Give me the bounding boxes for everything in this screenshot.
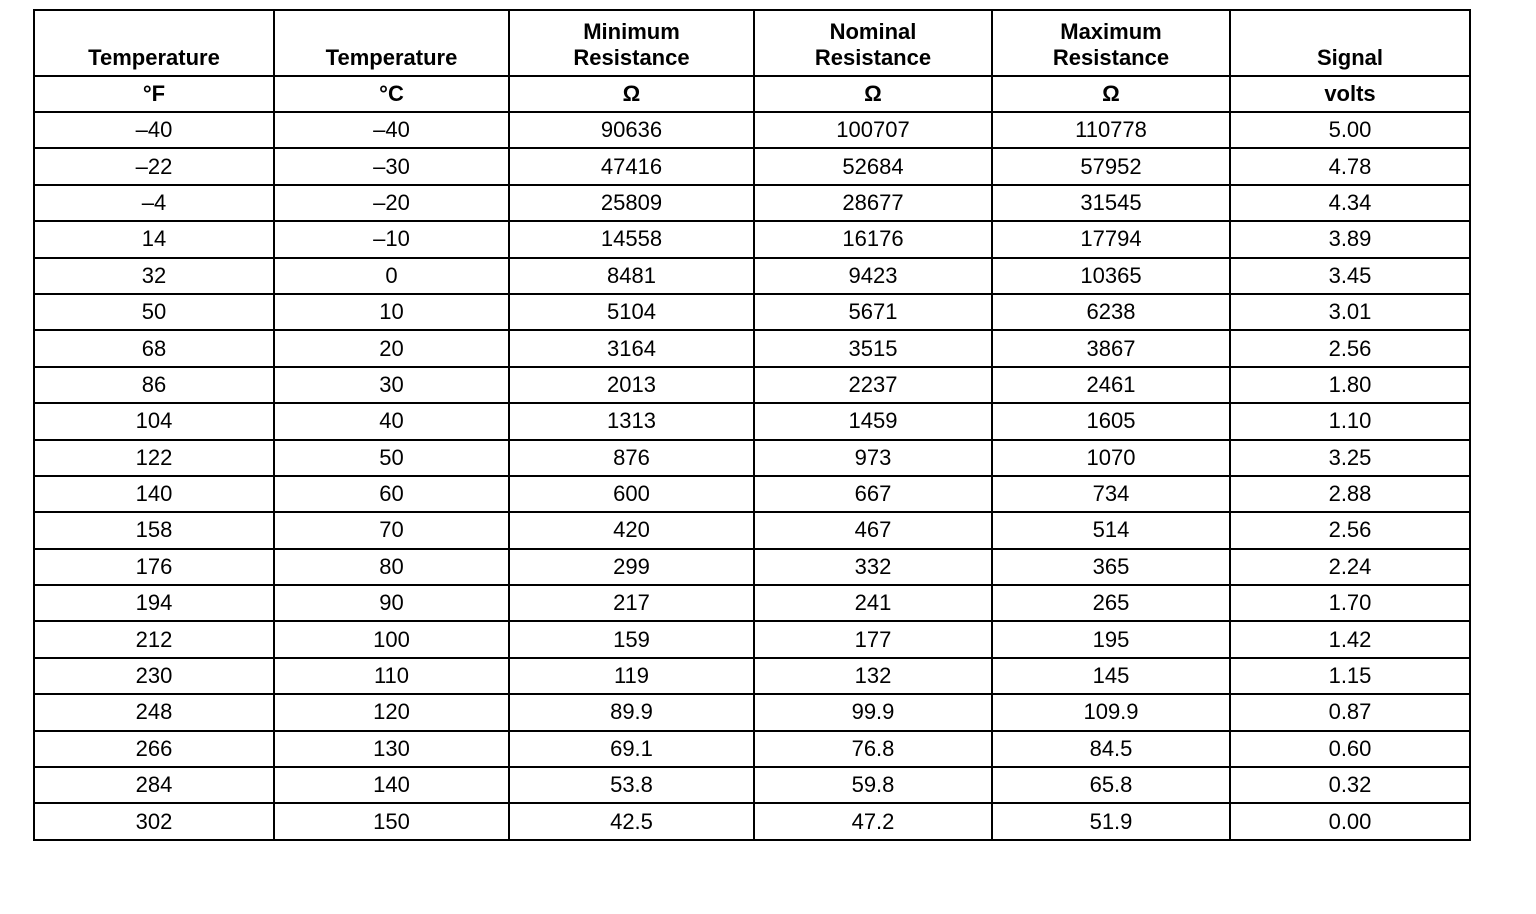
cell-temp-f: 176 [34, 549, 274, 585]
table-row [34, 585, 1470, 621]
cell-signal-volts: 2.24 [1230, 549, 1470, 585]
cell-signal-volts: 1.70 [1230, 585, 1470, 621]
cell-signal-volts: 3.89 [1230, 221, 1470, 257]
cell-signal-volts: 2.56 [1230, 512, 1470, 548]
cell-min-resistance: 8481 [509, 258, 754, 294]
cell-temp-f: 284 [34, 767, 274, 803]
cell-temp-c: 80 [274, 549, 509, 585]
cell-min-resistance: 90636 [509, 112, 754, 148]
cell-signal-volts: 0.60 [1230, 731, 1470, 767]
cell-signal-volts: 2.56 [1230, 330, 1470, 366]
table-row [34, 112, 1470, 148]
cell-signal-volts: 1.42 [1230, 621, 1470, 657]
unit-volts: volts [1230, 76, 1470, 112]
table-row [34, 294, 1470, 330]
header-temperature-f: Temperature [34, 10, 274, 76]
table-row [34, 476, 1470, 512]
cell-nominal-resistance: 332 [754, 549, 992, 585]
cell-max-resistance: 65.8 [992, 767, 1230, 803]
cell-min-resistance: 14558 [509, 221, 754, 257]
cell-nominal-resistance: 16176 [754, 221, 992, 257]
cell-nominal-resistance: 177 [754, 621, 992, 657]
table-row [34, 731, 1470, 767]
cell-nominal-resistance: 99.9 [754, 694, 992, 730]
cell-temp-c: 0 [274, 258, 509, 294]
cell-temp-f: 122 [34, 440, 274, 476]
table-row [34, 148, 1470, 184]
unit-ohm-min: Ω [509, 76, 754, 112]
cell-max-resistance: 31545 [992, 185, 1230, 221]
cell-nominal-resistance: 241 [754, 585, 992, 621]
header-maximum-resistance: Maximum Resistance [992, 10, 1230, 76]
cell-max-resistance: 1605 [992, 403, 1230, 439]
cell-min-resistance: 2013 [509, 367, 754, 403]
cell-max-resistance: 10365 [992, 258, 1230, 294]
cell-temp-c: 10 [274, 294, 509, 330]
cell-max-resistance: 734 [992, 476, 1230, 512]
cell-temp-f: –4 [34, 185, 274, 221]
table-row [34, 767, 1470, 803]
cell-temp-f: 302 [34, 803, 274, 839]
cell-temp-f: 86 [34, 367, 274, 403]
cell-signal-volts: 2.88 [1230, 476, 1470, 512]
cell-min-resistance: 1313 [509, 403, 754, 439]
cell-temp-c: 30 [274, 367, 509, 403]
cell-min-resistance: 420 [509, 512, 754, 548]
cell-min-resistance: 119 [509, 658, 754, 694]
cell-temp-f: –22 [34, 148, 274, 184]
cell-temp-f: 194 [34, 585, 274, 621]
table-row [34, 403, 1470, 439]
cell-nominal-resistance: 76.8 [754, 731, 992, 767]
cell-max-resistance: 3867 [992, 330, 1230, 366]
cell-temp-c: 120 [274, 694, 509, 730]
cell-temp-c: 140 [274, 767, 509, 803]
cell-max-resistance: 109.9 [992, 694, 1230, 730]
cell-temp-c: 60 [274, 476, 509, 512]
column-header-row [34, 10, 1470, 76]
cell-nominal-resistance: 9423 [754, 258, 992, 294]
cell-temp-c: –40 [274, 112, 509, 148]
cell-temp-f: 32 [34, 258, 274, 294]
table-row [34, 658, 1470, 694]
cell-temp-c: 40 [274, 403, 509, 439]
cell-nominal-resistance: 52684 [754, 148, 992, 184]
cell-min-resistance: 69.1 [509, 731, 754, 767]
cell-min-resistance: 600 [509, 476, 754, 512]
cell-temp-c: –10 [274, 221, 509, 257]
cell-temp-f: 14 [34, 221, 274, 257]
cell-temp-c: 20 [274, 330, 509, 366]
sensor-resistance-table-page [33, 9, 1471, 841]
cell-max-resistance: 84.5 [992, 731, 1230, 767]
cell-nominal-resistance: 2237 [754, 367, 992, 403]
cell-nominal-resistance: 100707 [754, 112, 992, 148]
cell-nominal-resistance: 47.2 [754, 803, 992, 839]
cell-nominal-resistance: 28677 [754, 185, 992, 221]
cell-temp-c: –30 [274, 148, 509, 184]
unit-ohm-max: Ω [992, 76, 1230, 112]
unit-celsius: °C [274, 76, 509, 112]
cell-min-resistance: 47416 [509, 148, 754, 184]
table-row [34, 330, 1470, 366]
cell-signal-volts: 4.34 [1230, 185, 1470, 221]
cell-max-resistance: 145 [992, 658, 1230, 694]
cell-temp-f: 104 [34, 403, 274, 439]
cell-temp-c: 150 [274, 803, 509, 839]
cell-signal-volts: 0.00 [1230, 803, 1470, 839]
table-row [34, 367, 1470, 403]
table-row [34, 694, 1470, 730]
cell-min-resistance: 159 [509, 621, 754, 657]
cell-max-resistance: 195 [992, 621, 1230, 657]
cell-min-resistance: 42.5 [509, 803, 754, 839]
cell-nominal-resistance: 5671 [754, 294, 992, 330]
unit-row [34, 76, 1470, 112]
cell-signal-volts: 5.00 [1230, 112, 1470, 148]
cell-signal-volts: 4.78 [1230, 148, 1470, 184]
table-row [34, 621, 1470, 657]
cell-signal-volts: 3.25 [1230, 440, 1470, 476]
cell-temp-f: 212 [34, 621, 274, 657]
cell-temp-c: –20 [274, 185, 509, 221]
header-signal: Signal [1230, 10, 1470, 76]
cell-max-resistance: 17794 [992, 221, 1230, 257]
cell-signal-volts: 0.87 [1230, 694, 1470, 730]
cell-temp-f: 50 [34, 294, 274, 330]
cell-nominal-resistance: 1459 [754, 403, 992, 439]
table-body [34, 112, 1470, 840]
cell-min-resistance: 876 [509, 440, 754, 476]
cell-temp-c: 70 [274, 512, 509, 548]
cell-temp-f: 68 [34, 330, 274, 366]
cell-min-resistance: 217 [509, 585, 754, 621]
cell-max-resistance: 365 [992, 549, 1230, 585]
cell-nominal-resistance: 59.8 [754, 767, 992, 803]
table-row [34, 549, 1470, 585]
cell-signal-volts: 1.10 [1230, 403, 1470, 439]
cell-temp-c: 130 [274, 731, 509, 767]
cell-temp-f: –40 [34, 112, 274, 148]
cell-max-resistance: 51.9 [992, 803, 1230, 839]
cell-min-resistance: 53.8 [509, 767, 754, 803]
cell-signal-volts: 3.01 [1230, 294, 1470, 330]
cell-signal-volts: 1.15 [1230, 658, 1470, 694]
temperature-resistance-table [33, 9, 1471, 841]
cell-temp-c: 50 [274, 440, 509, 476]
unit-fahrenheit: °F [34, 76, 274, 112]
cell-max-resistance: 265 [992, 585, 1230, 621]
cell-min-resistance: 25809 [509, 185, 754, 221]
cell-max-resistance: 514 [992, 512, 1230, 548]
table-row [34, 440, 1470, 476]
cell-signal-volts: 3.45 [1230, 258, 1470, 294]
cell-min-resistance: 5104 [509, 294, 754, 330]
header-nominal-resistance: Nominal Resistance [754, 10, 992, 76]
cell-signal-volts: 0.32 [1230, 767, 1470, 803]
cell-nominal-resistance: 3515 [754, 330, 992, 366]
cell-max-resistance: 2461 [992, 367, 1230, 403]
cell-min-resistance: 89.9 [509, 694, 754, 730]
cell-nominal-resistance: 973 [754, 440, 992, 476]
cell-temp-f: 140 [34, 476, 274, 512]
table-row [34, 512, 1470, 548]
header-temperature-c: Temperature [274, 10, 509, 76]
cell-temp-f: 248 [34, 694, 274, 730]
table-row [34, 221, 1470, 257]
table-row [34, 185, 1470, 221]
cell-signal-volts: 1.80 [1230, 367, 1470, 403]
cell-temp-f: 230 [34, 658, 274, 694]
cell-max-resistance: 1070 [992, 440, 1230, 476]
cell-min-resistance: 299 [509, 549, 754, 585]
cell-temp-c: 100 [274, 621, 509, 657]
cell-temp-f: 266 [34, 731, 274, 767]
cell-nominal-resistance: 467 [754, 512, 992, 548]
cell-temp-f: 158 [34, 512, 274, 548]
table-row [34, 258, 1470, 294]
cell-nominal-resistance: 667 [754, 476, 992, 512]
cell-max-resistance: 57952 [992, 148, 1230, 184]
table-row [34, 803, 1470, 839]
cell-temp-c: 90 [274, 585, 509, 621]
cell-temp-c: 110 [274, 658, 509, 694]
cell-min-resistance: 3164 [509, 330, 754, 366]
header-minimum-resistance: Minimum Resistance [509, 10, 754, 76]
cell-max-resistance: 110778 [992, 112, 1230, 148]
unit-ohm-nominal: Ω [754, 76, 992, 112]
cell-max-resistance: 6238 [992, 294, 1230, 330]
cell-nominal-resistance: 132 [754, 658, 992, 694]
